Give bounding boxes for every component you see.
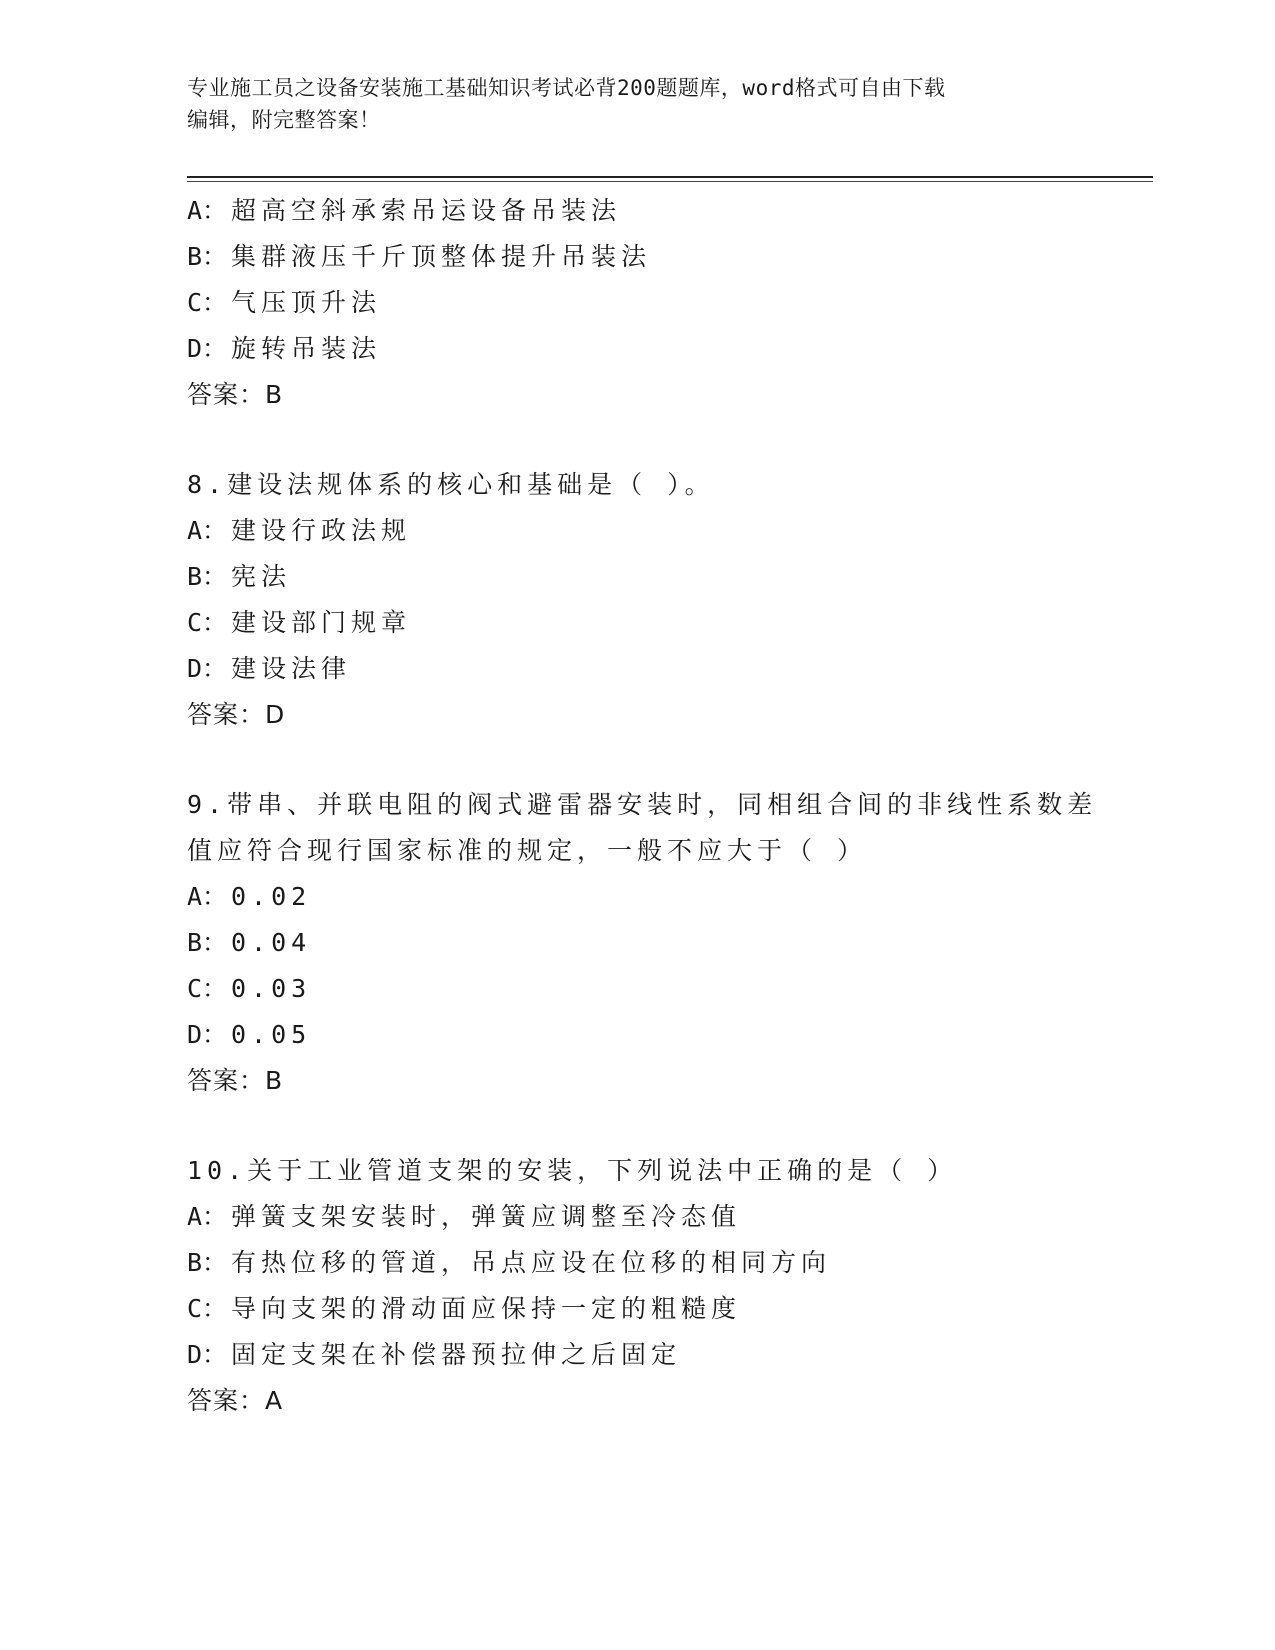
question-list	[187, 188, 1137, 1424]
spacer	[187, 418, 1137, 462]
question-stem: 10.关于工业管道支架的安装，下列说法中正确的是（ ）	[187, 1156, 958, 1185]
option-c: C： 气压顶升法	[187, 288, 382, 317]
option-d: D： 旋转吊装法	[187, 334, 382, 363]
header-divider-thick	[187, 176, 1153, 178]
spacer	[187, 1104, 1137, 1148]
question-8	[187, 462, 1137, 738]
option-d: D： 建设法律	[187, 654, 352, 683]
option-a: A： 超高空斜承索吊运设备吊装法	[187, 196, 622, 225]
option-a: A： 0.02	[187, 882, 312, 911]
option-b: B： 有热位移的管道，吊点应设在位移的相同方向	[187, 1248, 832, 1277]
option-b: B： 集群液压千斤顶整体提升吊装法	[187, 242, 652, 271]
question-7-continued	[187, 188, 1137, 418]
header-divider-thin	[187, 181, 1153, 182]
question-stem-line-2: 值应符合现行国家标准的规定，一般不应大于（ ）	[187, 836, 868, 865]
option-a: A： 弹簧支架安装时，弹簧应调整至冷态值	[187, 1202, 742, 1231]
option-d: D： 固定支架在补偿器预拉伸之后固定	[187, 1340, 682, 1369]
option-d: D： 0.05	[187, 1020, 312, 1049]
question-stem-line-1: 9.带串、并联电阻的阀式避雷器安装时，同相组合间的非线性系数差	[187, 790, 1098, 819]
spacer	[187, 738, 1137, 782]
question-9	[187, 782, 1137, 1104]
header-line-1: 专业施工员之设备安装施工基础知识考试必背200题题库，word格式可自由下载	[187, 76, 946, 100]
option-a: A： 建设行政法规	[187, 516, 412, 545]
header-line-2: 编辑，附完整答案！	[187, 108, 381, 132]
question-stem: 8.建设法规体系的核心和基础是（ ）。	[187, 470, 715, 499]
answer-line: 答案：D	[187, 700, 286, 729]
question-10	[187, 1148, 1137, 1424]
option-c: C： 0.03	[187, 974, 312, 1003]
answer-line: 答案：A	[187, 1386, 284, 1415]
option-b: B： 宪法	[187, 562, 292, 591]
answer-line: 答案：B	[187, 1066, 284, 1095]
answer-line: 答案：B	[187, 380, 284, 409]
option-c: C： 建设部门规章	[187, 608, 412, 637]
option-b: B： 0.04	[187, 928, 312, 957]
document-header	[187, 72, 1087, 136]
option-c: C： 导向支架的滑动面应保持一定的粗糙度	[187, 1294, 742, 1323]
